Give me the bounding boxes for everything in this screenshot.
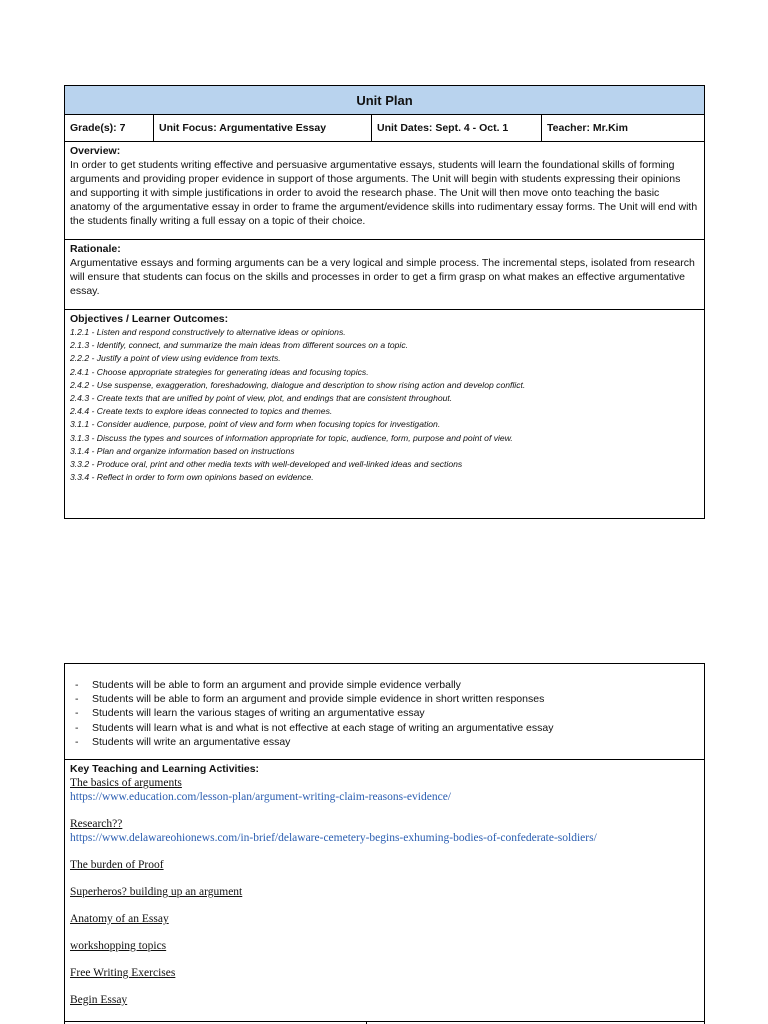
- objective-item: 2.4.4 - Create texts to explore ideas connected to topics and themes.: [70, 406, 333, 417]
- activity-item: [70, 885, 699, 899]
- unit-plan-table: [64, 85, 705, 519]
- basics-link[interactable]: https://www.education.com/lesson-plan/argument-writing-claim-reasons-evidence/: [70, 791, 451, 803]
- objectives-list: [70, 326, 699, 484]
- outcomes-section: [65, 664, 704, 760]
- rationale-section: [65, 240, 704, 310]
- outcome-item: - Students will be able to form an argument and provide simple evidence in short written responses: [70, 692, 699, 706]
- objective-item: 2.4.3 - Create texts that are unified by point of view, plot, and endings that are consistent throughout.: [70, 393, 453, 404]
- teacher-cell: [542, 115, 704, 141]
- dates-cell: [372, 115, 542, 141]
- objectives-section: [65, 310, 704, 520]
- objective-item: 2.4.2 - Use suspense, exaggeration, foreshadowing, dialogue and description to show rising action and develop conflict.: [70, 379, 526, 390]
- activity-title: Free Writing Exercises: [70, 967, 176, 979]
- research-block: [70, 817, 699, 845]
- teacher-text: Teacher: Mr.Kim: [547, 122, 628, 134]
- objective-item: 2.2.2 - Justify a point of view using evidence from texts.: [70, 353, 281, 364]
- objective-item: 3.3.4 - Reflect in order to form own opinions based on evidence.: [70, 472, 314, 483]
- activity-title: The basics of arguments: [70, 777, 182, 789]
- objective-item: 3.3.2 - Produce oral, print and other media texts with well-developed and well-linked ideas and sections: [70, 459, 463, 470]
- objective-item: 1.2.1 - Listen and respond constructively to alternative ideas or opinions.: [70, 327, 346, 337]
- grade-cell: [65, 115, 154, 141]
- overview-text: In order to get students writing effective and persuasive argumentative essays, students will learn the foundational skills of forming arguments and providing proper evidence in support of those arguments. The Unit will begin with students expressing their opinions and supporting it with simple justifications in order to avoid the research phase. The Unit will then move onto teaching the basic anatomy of the argumentative essay in order to frame the argument/evidence skills into rudimentary essay forms. The Unit will end with the students finally writing a full essay on a topic of their choice.: [70, 159, 698, 227]
- basics-block: [70, 776, 699, 804]
- activity-item: [70, 939, 699, 953]
- objective-item: 2.4.1 - Choose appropriate strategies for generating ideas and focusing topics.: [70, 366, 369, 377]
- objective-item: 3.1.4 - Plan and organize information based on instructions: [70, 445, 295, 456]
- dates-text: Unit Dates: Sept. 4 - Oct. 1: [377, 122, 509, 134]
- rationale-heading: Rationale:: [70, 243, 121, 255]
- grade-text: Grade(s): 7: [70, 122, 126, 134]
- activity-item: [70, 993, 699, 1007]
- research-link[interactable]: https://www.delawareohionews.com/in-brief/delaware-cemetery-begins-exhuming-bodies-of-confederate-soldiers/: [70, 832, 597, 844]
- overview-heading: Overview:: [70, 145, 121, 157]
- objective-item: 3.1.1 - Consider audience, purpose, point of view and form when focusing topics for investigation.: [70, 419, 441, 430]
- title-text: Unit Plan: [356, 92, 413, 108]
- activity-item: [70, 966, 699, 980]
- rationale-text: Argumentative essays and forming arguments can be a very logical and simple process. The incremental steps, isolated from research will ensure that students can focus on the skills and processes in order to get a firm grasp on what makes an effective argumentative essay.: [70, 257, 695, 297]
- activities-table: [64, 663, 705, 1024]
- outcome-item: - Students will write an argumentative essay: [70, 735, 699, 749]
- focus-cell: [154, 115, 372, 141]
- outcomes-list: [70, 678, 699, 749]
- activity-title: workshopping topics: [70, 940, 167, 952]
- focus-text: Unit Focus: Argumentative Essay: [159, 122, 327, 134]
- overview-section: [65, 142, 704, 240]
- unit-info-row: [65, 115, 704, 142]
- activity-item: [70, 858, 699, 872]
- objective-item: 2.1.3 - Identify, connect, and summarize the main ideas from different sources on a topic.: [70, 340, 409, 351]
- activity-title: Begin Essay: [70, 994, 128, 1006]
- activity-title: Anatomy of an Essay: [70, 913, 169, 925]
- unit-plan-title: [65, 86, 704, 115]
- activity-title: The burden of Proof: [70, 859, 164, 871]
- objective-item: 3.1.3 - Discuss the types and sources of information appropriate for topic, audience, form, purpose and point of view.: [70, 432, 513, 443]
- activity-item: [70, 912, 699, 926]
- activities-section: [65, 760, 704, 1024]
- objectives-heading: Objectives / Learner Outcomes:: [70, 313, 229, 325]
- activities-heading: Key Teaching and Learning Activities:: [70, 763, 260, 775]
- outcome-item: - Students will learn the various stages of writing an argumentative essay: [70, 706, 699, 720]
- activity-title: Superheros? building up an argument: [70, 886, 243, 898]
- outcome-item: - Students will learn what is and what is not effective at each stage of writing an argumentative essay: [70, 721, 699, 735]
- bottom-table-divider: [64, 1021, 705, 1022]
- outcome-item: - Students will be able to form an argument and provide simple evidence verbally: [70, 678, 699, 692]
- activity-title: Research??: [70, 818, 123, 830]
